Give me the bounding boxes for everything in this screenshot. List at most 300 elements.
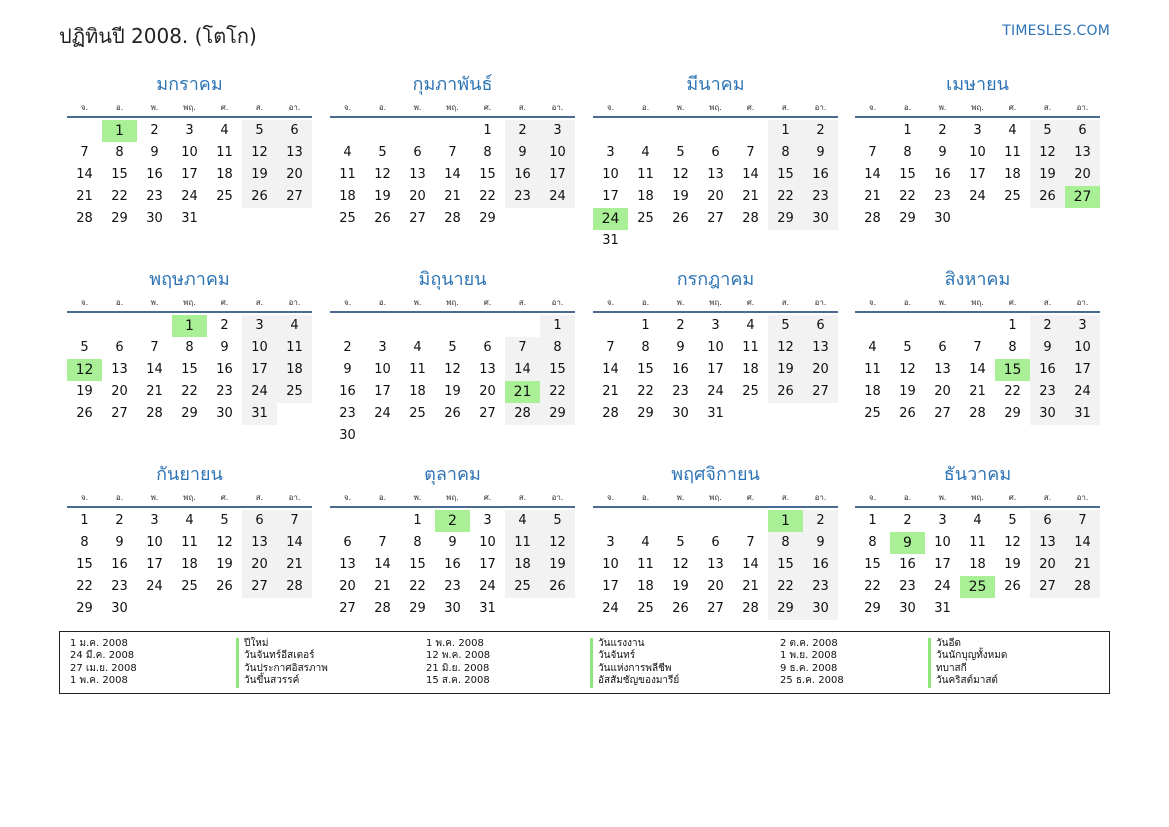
day-cell: 19	[672, 579, 689, 594]
holiday-date: 2 ต.ค. 2008	[780, 638, 838, 649]
weekday-header	[593, 295, 838, 313]
day-cell: 15	[479, 167, 496, 182]
day-cell: 9	[448, 535, 457, 550]
day-cell: 19	[216, 557, 233, 572]
day-cell: 3	[973, 123, 982, 138]
month-name: มิถุนายน	[418, 269, 487, 290]
day-cell: 28	[1065, 576, 1100, 598]
weekday-label: อา.	[814, 298, 827, 307]
site-link[interactable]: TIMESLES.COM	[1002, 23, 1110, 39]
weekday-label: พ.	[413, 298, 422, 307]
day-cell: 30	[339, 428, 356, 443]
weekday-label: อา.	[288, 298, 301, 307]
day-cell: 2	[505, 120, 540, 142]
month-calendar	[67, 70, 312, 230]
day-cell: 13	[934, 362, 951, 377]
day-cell: 26	[1004, 579, 1021, 594]
weekday-label: พฤ.	[446, 103, 459, 112]
day-cell: 5	[80, 340, 89, 355]
holiday-day-cell: 2	[435, 510, 470, 532]
empty-cell	[663, 510, 698, 532]
empty-cell	[102, 315, 137, 337]
day-cell: 23	[899, 579, 916, 594]
day-grid	[593, 508, 838, 620]
day-cell: 18	[409, 384, 426, 399]
day-cell: 13	[1065, 142, 1100, 164]
day-cell: 23	[803, 186, 838, 208]
day-cell: 6	[1065, 120, 1100, 142]
month-name: กุมภาพันธ์	[412, 74, 493, 95]
weekday-label: ส.	[518, 298, 527, 307]
day-cell: 23	[672, 384, 689, 399]
day-cell: 31	[602, 233, 619, 248]
empty-cell	[628, 510, 663, 532]
day-cell: 22	[768, 576, 803, 598]
day-cell: 6	[803, 315, 838, 337]
day-cell: 21	[444, 189, 461, 204]
holiday-date: 1 ม.ค. 2008	[70, 638, 128, 649]
day-cell: 19	[899, 384, 916, 399]
day-cell: 16	[339, 384, 356, 399]
day-cell: 27	[934, 406, 951, 421]
day-cell: 23	[146, 189, 163, 204]
empty-cell	[400, 120, 435, 142]
holiday-day-cell: 1	[172, 315, 207, 337]
weekday-label: ศ.	[220, 103, 229, 112]
day-cell: 24	[602, 601, 619, 616]
holiday-day-cell: 24	[593, 208, 628, 230]
weekday-label: ส.	[518, 493, 527, 502]
weekday-label: จ.	[80, 493, 89, 502]
day-cell: 21	[1065, 554, 1100, 576]
day-cell: 12	[216, 535, 233, 550]
holiday-date: 9 ธ.ค. 2008	[780, 662, 838, 674]
weekday-label: พฤ.	[183, 103, 196, 112]
weekday-label: อา.	[288, 493, 301, 502]
day-cell: 23	[216, 384, 233, 399]
day-cell: 24	[374, 406, 391, 421]
day-cell: 22	[540, 381, 575, 403]
day-cell: 27	[707, 601, 724, 616]
day-cell: 12	[444, 362, 461, 377]
day-cell: 16	[803, 554, 838, 576]
day-cell: 14	[505, 359, 540, 381]
holiday-date: 27 เม.ย. 2008	[70, 662, 137, 674]
day-cell: 11	[505, 532, 540, 554]
weekday-label: อา.	[288, 103, 301, 112]
month-name: ตุลาคม	[424, 464, 481, 485]
holiday-name: วันแห่งการพลีชีพ	[590, 663, 679, 675]
holiday-date: 25 ธ.ค. 2008	[780, 675, 844, 687]
day-cell: 11	[969, 535, 986, 550]
empty-cell	[400, 315, 435, 337]
day-cell: 8	[413, 535, 422, 550]
day-cell: 16	[216, 362, 233, 377]
day-cell: 10	[934, 535, 951, 550]
day-cell: 2	[676, 318, 685, 333]
day-cell: 18	[969, 557, 986, 572]
weekday-header	[67, 490, 312, 508]
day-cell: 17	[181, 167, 198, 182]
day-cell: 20	[707, 189, 724, 204]
day-cell: 20	[242, 554, 277, 576]
weekday-label: ส.	[255, 103, 264, 112]
day-cell: 2	[938, 123, 947, 138]
weekday-label: ศ.	[483, 493, 492, 502]
day-cell: 6	[483, 340, 492, 355]
day-cell: 25	[505, 576, 540, 598]
day-cell: 2	[903, 513, 912, 528]
holiday-name: วันแรงงาน	[590, 638, 679, 650]
month-calendar	[855, 265, 1100, 425]
day-cell: 21	[864, 189, 881, 204]
day-cell: 24	[1065, 381, 1100, 403]
day-cell: 7	[746, 535, 755, 550]
month-name: กันยายน	[156, 464, 223, 485]
empty-cell	[330, 510, 365, 532]
day-cell: 6	[242, 510, 277, 532]
day-cell: 16	[505, 164, 540, 186]
holiday-name: วันอีด	[928, 638, 1007, 650]
holiday-day-cell: 21	[505, 381, 540, 403]
day-cell: 10	[146, 535, 163, 550]
weekday-label: ส.	[255, 298, 264, 307]
day-cell: 30	[111, 601, 128, 616]
day-cell: 4	[220, 123, 229, 138]
weekday-label: จ.	[868, 298, 877, 307]
day-cell: 28	[742, 211, 759, 226]
day-cell: 17	[969, 167, 986, 182]
holiday-date: 24 มี.ค. 2008	[70, 650, 135, 662]
day-cell: 26	[216, 579, 233, 594]
weekday-label: อ.	[378, 493, 387, 502]
weekday-label: ศ.	[746, 103, 755, 112]
month-calendar	[855, 70, 1100, 230]
day-cell: 12	[1030, 142, 1065, 164]
day-cell: 18	[505, 554, 540, 576]
holiday-date: 1 พ.ย. 2008	[780, 650, 837, 662]
day-cell: 10	[707, 340, 724, 355]
day-cell: 10	[602, 167, 619, 182]
weekday-label: อา.	[1076, 493, 1089, 502]
day-cell: 4	[413, 340, 422, 355]
day-cell: 25	[181, 579, 198, 594]
day-cell: 7	[378, 535, 387, 550]
holiday-name: วันขึ้นสวรรค์	[236, 675, 328, 687]
day-cell: 3	[540, 120, 575, 142]
day-cell: 27	[409, 211, 426, 226]
weekday-label: ศ.	[483, 103, 492, 112]
day-cell: 17	[602, 189, 619, 204]
month-calendar	[330, 460, 575, 620]
holiday-name-column	[928, 638, 1007, 688]
holiday-date: 1 พ.ค. 2008	[70, 675, 128, 687]
weekday-label: อา.	[1076, 103, 1089, 112]
weekday-label: พ.	[676, 298, 685, 307]
month-name: พฤษภาคม	[149, 269, 230, 290]
day-cell: 4	[343, 145, 352, 160]
day-cell: 28	[969, 406, 986, 421]
empty-cell	[137, 315, 172, 337]
day-cell: 11	[637, 557, 654, 572]
day-cell: 20	[339, 579, 356, 594]
weekday-label: อ.	[903, 298, 912, 307]
day-cell: 10	[540, 142, 575, 164]
day-cell: 1	[540, 315, 575, 337]
day-cell: 4	[746, 318, 755, 333]
day-cell: 23	[339, 406, 356, 421]
weekday-label: อ.	[641, 493, 650, 502]
empty-cell	[365, 120, 400, 142]
day-cell: 8	[185, 340, 194, 355]
day-cell: 2	[1030, 315, 1065, 337]
day-cell: 9	[1030, 337, 1065, 359]
day-cell: 3	[150, 513, 159, 528]
day-cell: 28	[505, 403, 540, 425]
day-cell: 6	[711, 535, 720, 550]
month-calendar	[593, 70, 838, 252]
day-cell: 23	[505, 186, 540, 208]
day-cell: 8	[768, 142, 803, 164]
day-cell: 15	[540, 359, 575, 381]
day-cell: 18	[637, 189, 654, 204]
day-cell: 16	[1030, 359, 1065, 381]
day-cell: 1	[868, 513, 877, 528]
day-cell: 10	[181, 145, 198, 160]
day-cell: 31	[181, 211, 198, 226]
holiday-date: 1 พ.ค. 2008	[426, 638, 484, 649]
day-cell: 14	[742, 557, 759, 572]
day-cell: 27	[803, 381, 838, 403]
day-cell: 31	[242, 403, 277, 425]
weekday-label: ศ.	[746, 493, 755, 502]
weekday-label: พฤ.	[446, 298, 459, 307]
day-cell: 2	[343, 340, 352, 355]
day-cell: 1	[903, 123, 912, 138]
empty-cell	[435, 315, 470, 337]
day-cell: 26	[242, 186, 277, 208]
day-cell: 21	[277, 554, 312, 576]
day-cell: 19	[76, 384, 93, 399]
day-cell: 22	[111, 189, 128, 204]
day-cell: 20	[803, 359, 838, 381]
weekday-header	[67, 100, 312, 118]
day-cell: 19	[242, 164, 277, 186]
day-cell: 29	[1004, 406, 1021, 421]
day-cell: 3	[938, 513, 947, 528]
weekday-label: อ.	[115, 103, 124, 112]
empty-cell	[330, 315, 365, 337]
weekday-label: พ.	[938, 493, 947, 502]
weekday-label: พฤ.	[709, 493, 722, 502]
day-cell: 9	[803, 532, 838, 554]
day-cell: 29	[409, 601, 426, 616]
day-cell: 7	[80, 145, 89, 160]
day-grid	[67, 313, 312, 425]
weekday-label: ศ.	[220, 493, 229, 502]
day-cell: 10	[969, 145, 986, 160]
day-cell: 3	[185, 123, 194, 138]
weekday-label: พ.	[150, 493, 159, 502]
day-cell: 18	[1004, 167, 1021, 182]
day-cell: 11	[637, 167, 654, 182]
weekday-label: ส.	[1043, 493, 1052, 502]
day-cell: 25	[216, 189, 233, 204]
day-cell: 12	[672, 557, 689, 572]
page-title: ปฏิทินปี 2008. (โตโก)	[59, 24, 257, 48]
weekday-label: อ.	[641, 298, 650, 307]
day-cell: 24	[934, 579, 951, 594]
weekday-label: ส.	[1043, 298, 1052, 307]
empty-cell	[733, 120, 768, 142]
day-grid	[593, 313, 838, 425]
holiday-name: วันจันทร์อีสเตอร์	[236, 650, 328, 662]
day-cell: 24	[969, 189, 986, 204]
day-cell: 10	[242, 337, 277, 359]
month-calendar	[593, 460, 838, 620]
day-cell: 21	[76, 189, 93, 204]
day-cell: 5	[1030, 120, 1065, 142]
day-cell: 7	[505, 337, 540, 359]
day-cell: 29	[76, 601, 93, 616]
day-cell: 14	[444, 167, 461, 182]
day-cell: 26	[444, 406, 461, 421]
day-cell: 2	[803, 120, 838, 142]
day-cell: 3	[483, 513, 492, 528]
day-cell: 30	[1030, 403, 1065, 425]
day-cell: 30	[803, 598, 838, 620]
holiday-date: 15 ส.ค. 2008	[426, 675, 490, 687]
day-cell: 11	[409, 362, 426, 377]
weekday-label: จ.	[343, 493, 352, 502]
empty-cell	[365, 315, 400, 337]
day-cell: 18	[864, 384, 881, 399]
weekday-label: ส.	[781, 493, 790, 502]
day-cell: 21	[969, 384, 986, 399]
day-cell: 26	[540, 576, 575, 598]
day-cell: 5	[540, 510, 575, 532]
month-calendar	[593, 265, 838, 425]
day-cell: 21	[742, 579, 759, 594]
month-calendar	[67, 460, 312, 620]
day-cell: 14	[76, 167, 93, 182]
weekday-label: จ.	[80, 298, 89, 307]
day-cell: 16	[111, 557, 128, 572]
day-cell: 23	[934, 189, 951, 204]
day-cell: 26	[76, 406, 93, 421]
day-grid	[855, 118, 1100, 230]
day-cell: 20	[934, 384, 951, 399]
weekday-label: พ.	[938, 103, 947, 112]
weekday-label: อ.	[115, 298, 124, 307]
weekday-label: พฤ.	[709, 103, 722, 112]
weekday-label: พ.	[938, 298, 947, 307]
day-cell: 20	[277, 164, 312, 186]
day-cell: 31	[707, 406, 724, 421]
day-cell: 30	[216, 406, 233, 421]
day-cell: 24	[707, 384, 724, 399]
day-cell: 17	[479, 557, 496, 572]
day-cell: 7	[1065, 510, 1100, 532]
holiday-day-cell: 1	[102, 120, 137, 142]
holiday-name: วันนักบุญทั้งหมด	[928, 650, 1007, 662]
day-cell: 11	[216, 145, 233, 160]
day-cell: 25	[277, 381, 312, 403]
weekday-label: จ.	[606, 493, 615, 502]
weekday-header	[855, 100, 1100, 118]
day-cell: 10	[1065, 337, 1100, 359]
weekday-label: พ.	[676, 103, 685, 112]
weekday-label: อา.	[814, 493, 827, 502]
day-cell: 22	[637, 384, 654, 399]
day-cell: 12	[672, 167, 689, 182]
day-cell: 21	[374, 579, 391, 594]
day-cell: 11	[181, 535, 198, 550]
day-cell: 28	[76, 211, 93, 226]
day-cell: 15	[409, 557, 426, 572]
day-cell: 13	[479, 362, 496, 377]
holiday-name: ปีใหม่	[236, 638, 328, 650]
empty-cell	[593, 120, 628, 142]
empty-cell	[960, 315, 995, 337]
day-cell: 9	[220, 340, 229, 355]
day-cell: 22	[181, 384, 198, 399]
day-cell: 25	[864, 406, 881, 421]
calendar-grid	[67, 70, 1101, 630]
day-cell: 29	[181, 406, 198, 421]
day-cell: 7	[150, 340, 159, 355]
day-grid	[855, 313, 1100, 425]
day-cell: 20	[409, 189, 426, 204]
day-cell: 5	[242, 120, 277, 142]
day-cell: 13	[1030, 532, 1065, 554]
holiday-list	[59, 631, 1110, 694]
weekday-label: พ.	[150, 103, 159, 112]
day-cell: 12	[540, 532, 575, 554]
day-cell: 29	[479, 211, 496, 226]
day-cell: 25	[742, 384, 759, 399]
month-calendar	[67, 265, 312, 425]
day-cell: 26	[672, 601, 689, 616]
month-name: มีนาคม	[686, 74, 745, 95]
weekday-label: จ.	[606, 298, 615, 307]
weekday-label: พฤ.	[971, 298, 984, 307]
weekday-header	[855, 490, 1100, 508]
day-grid	[330, 508, 575, 620]
day-cell: 24	[540, 186, 575, 208]
day-cell: 17	[540, 164, 575, 186]
empty-cell	[855, 120, 890, 142]
empty-cell	[67, 315, 102, 337]
day-cell: 3	[1065, 315, 1100, 337]
weekday-header	[330, 100, 575, 118]
weekday-label: พฤ.	[446, 493, 459, 502]
day-cell: 18	[216, 167, 233, 182]
day-cell: 7	[277, 510, 312, 532]
day-cell: 9	[803, 142, 838, 164]
day-cell: 22	[768, 186, 803, 208]
day-cell: 13	[339, 557, 356, 572]
day-cell: 7	[606, 340, 615, 355]
day-cell: 20	[111, 384, 128, 399]
day-cell: 1	[413, 513, 422, 528]
day-cell: 15	[864, 557, 881, 572]
day-cell: 28	[146, 406, 163, 421]
weekday-label: ส.	[255, 493, 264, 502]
day-cell: 13	[707, 167, 724, 182]
weekday-label: ศ.	[1008, 493, 1017, 502]
day-cell: 5	[676, 145, 685, 160]
